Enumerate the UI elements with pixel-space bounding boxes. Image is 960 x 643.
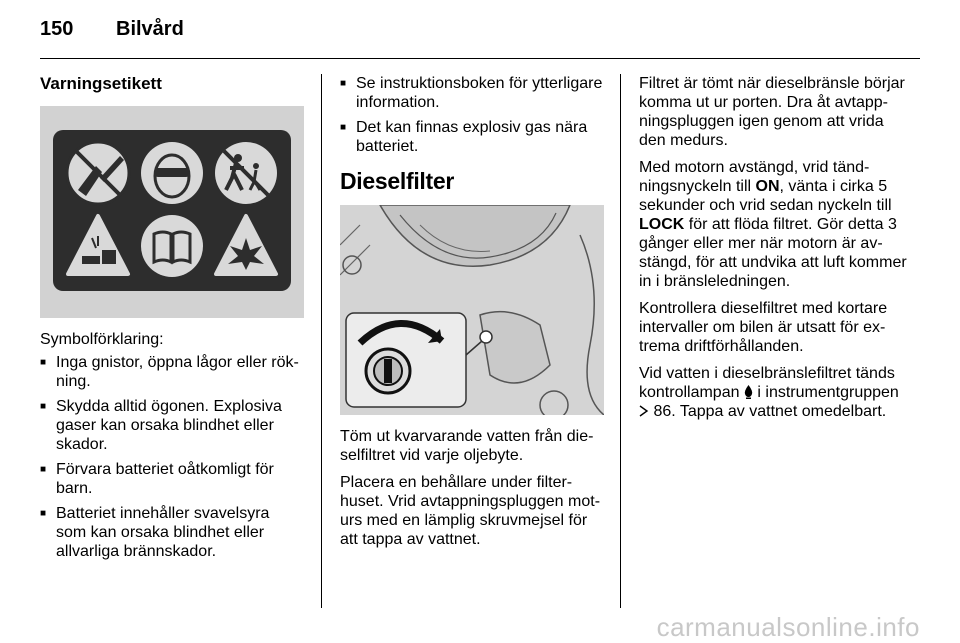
list-item: ■ Se instruktionsboken för ytterligare information. [340,74,604,112]
text-segment: för att flöda filtret. Gör detta 3 gånger eller mer när motorn är av-stängd, för att undvika att luft kommer in i bränsleledningen. [639,216,907,290]
column-2 [340,74,604,549]
page-number: 150 [40,18,74,40]
eye-protection-icon [141,142,203,204]
page-header [40,18,184,48]
ignition-position-on: ON [755,178,780,195]
read-manual-icon [141,215,203,277]
section-heading-warning-label: Varningsetikett [40,74,162,93]
text-segment: Med motorn avstängd, vrid tänd-ningsnyckeln till [639,159,870,195]
legend-intro: Symbolförklaring: [40,331,164,348]
water-in-fuel-icon [744,385,753,399]
chapter-title: Bilvård [116,18,184,40]
warning-label-panel [40,106,304,318]
watermark: carmanualsonline.info [656,612,920,642]
text-segment: Vid vatten i dieselbränslefiltret tänds kontrollampan [639,365,895,401]
symbol-legend-list [40,353,304,561]
list-item: ■ Det kan finnas explosiv gas nära batteriet. [340,118,604,156]
list-item: ■ Skydda alltid ögonen. Explosiva gaser kan orsaka blindhet eller skador. [40,397,304,454]
paragraph-prime-filter [639,158,909,291]
list-item: ■ Förvara batteriet oåtkomligt för barn. [40,460,304,498]
header-divider [40,58,920,59]
list-item: ■ Batteriet innehåller svavelsyra som kan orsaka blindhet eller allvarliga brännskador. [40,504,304,561]
warning-label-figure [40,106,304,318]
battery-warning-list [340,74,604,156]
page-reference-icon [639,403,649,415]
paragraph-place-container: Placera en behållare under filter-huset. Vrid avtappningspluggen mot-urs med en lämplig skruvmejsel för att tappa av vattnet. [340,474,601,548]
keep-children-away-icon [215,142,277,204]
paragraph-drain-water: Töm ut kvarvarande vatten från die-selfiltret vid varje oljebyte. [340,428,594,464]
no-sparks-flames-icon [67,142,129,204]
page-reference-text: 86. Tappa av vattnet omedelbart. [653,403,887,420]
column-1 [40,74,304,567]
section-heading-diesel-filter: Dieselfilter [340,168,455,194]
paragraph-filter-emptied: Filtret är tömt när dieselbränsle börjar komma ut ur porten. Dra åt avtapp-ningspluggen igen genom att vrida den medurs. [639,75,905,149]
text-segment: i instrumentgruppen [752,384,899,401]
list-item: ■ Inga gnistor, öppna lågor eller rök-ning. [40,353,304,391]
diesel-filter-illustration [340,205,604,415]
diesel-filter-figure [340,205,604,415]
column-3 [639,74,909,421]
paragraph-warning-lamp [639,364,909,421]
column-divider-1 [321,74,322,608]
column-divider-2 [620,74,621,608]
ignition-position-lock: LOCK [639,216,685,233]
paragraph-check-filter: Kontrollera dieselfiltret med kortare intervaller om bilen är utsatt för ex-trema driftförhållanden. [639,300,888,355]
text-segment: , vänta i cirka 5 sekunder och vrid sedan nyckeln till [639,178,892,214]
